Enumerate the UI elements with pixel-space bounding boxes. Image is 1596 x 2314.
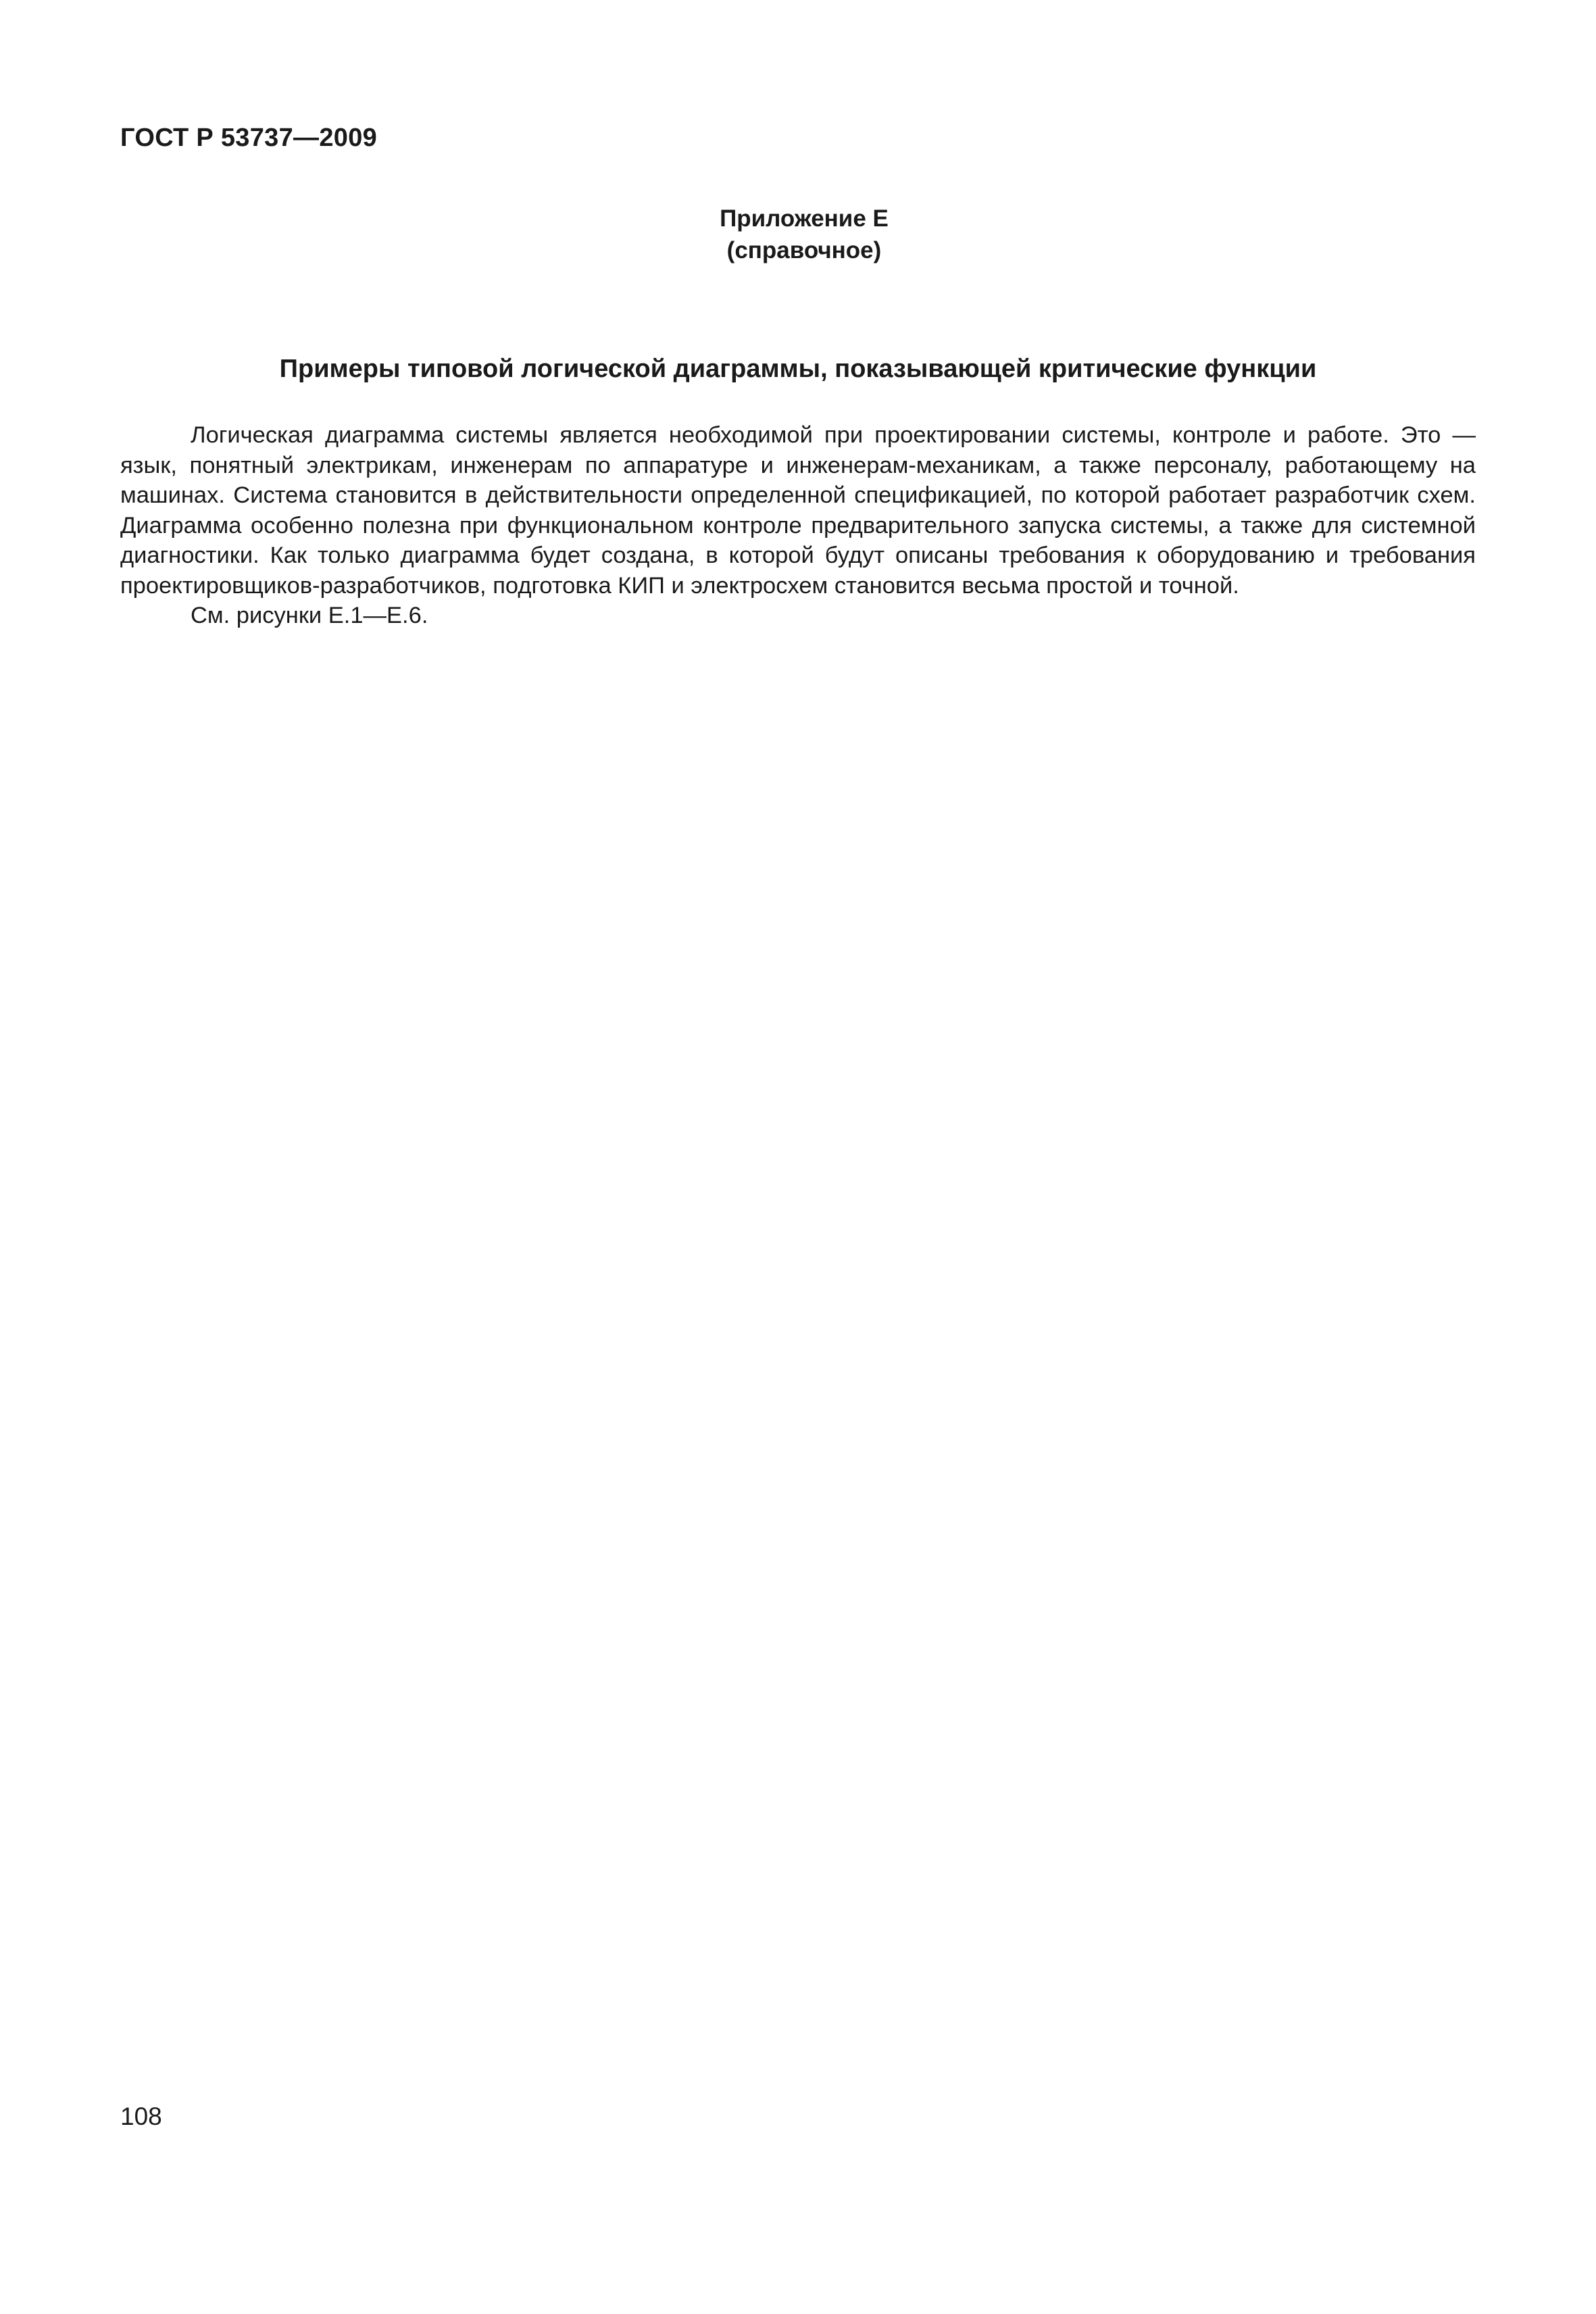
appendix-type: (справочное) (726, 237, 882, 263)
appendix-title: Приложение Е (720, 205, 889, 232)
body-paragraph: Логическая диаграмма системы является необходимой при проектировании системы, контроле и работе. Это — язык, понятный электрикам, инженерам по аппаратуре и инженерам-механикам, а также персоналу, работающему на машинах. Система становится в действительности определенной спецификацией, по которой работает разработчик схем. Диаграмма особенно полезна при функциональном контроле предварительного запуска системы, а также для системной диагностики. Как только диаграмма будет создана, в которой будут описаны требования к оборудованию и требования проектировщиков-разработчиков, подготовка КИП и электросхем становится весьма простой и точной. (120, 422, 1476, 599)
document-header: ГОСТ Р 53737—2009 (120, 124, 378, 152)
figure-reference-paragraph: См. рисунки Е.1—Е.6. (191, 603, 428, 628)
appendix-heading (0, 203, 1596, 266)
page-number: 108 (120, 2103, 162, 2130)
section-title: Примеры типовой логической диаграммы, показывающей критические функции (279, 355, 1317, 383)
body-text (120, 420, 1476, 631)
